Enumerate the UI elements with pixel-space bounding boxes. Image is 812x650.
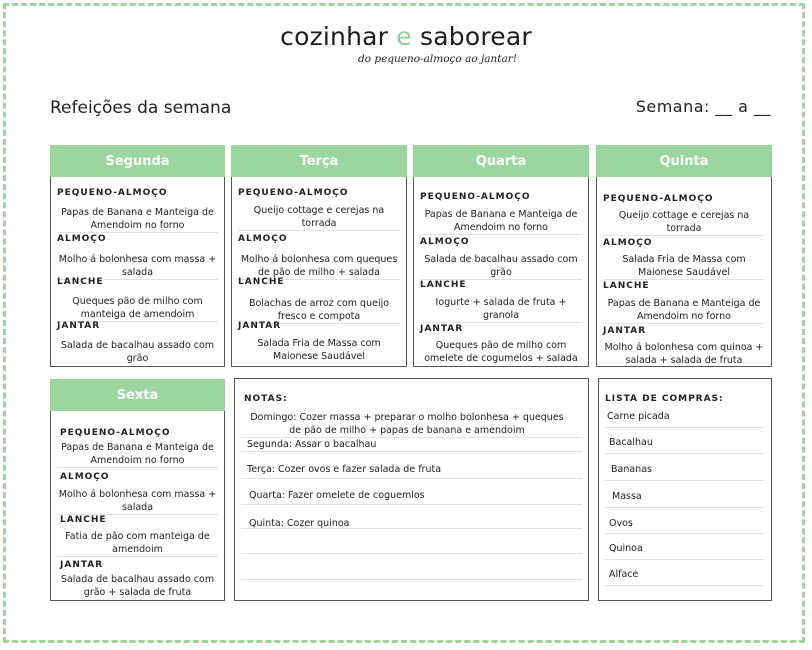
notes-title: NOTAS: [244,394,288,404]
meal-label: JANTAR [57,321,101,331]
divider [241,451,582,452]
meal-label: PEQUENO-ALMOÇO [238,188,349,198]
meal-label: LANCHE [60,515,107,525]
meal-dish: Salada de bacalhau assado com grão + salada de fruta [60,574,215,598]
meal-dish: Bolachas de arroz com queijo fresco e compota [248,298,390,322]
meal-label: PEQUENO-ALMOÇO [57,188,168,198]
divider [241,504,582,505]
notes-panel [234,378,589,601]
meal-label: JANTAR [603,326,647,336]
meal-dish: Salada de bacalhau assado com grão [424,254,578,278]
day-card-terca [231,145,407,367]
meal-dish: Molho á bolonhesa com queques de pão de milho + salada [240,254,398,278]
shopping-item: Ovos [609,518,633,529]
meal-label: PEQUENO-ALMOÇO [603,194,714,204]
meal-dish: Queques pão de milho com manteiga de amendoim [72,296,203,320]
brand-logo [0,22,812,51]
divider [605,533,765,534]
divider [241,528,582,529]
shopping-title: LISTA DE COMPRAS: [605,394,724,404]
meal-dish: Molho á bolonhesa com massa + salada [58,254,217,278]
brand-name-amp: e [396,22,412,51]
meal-dish: Iogurte + salada de fruta + granola [435,297,567,321]
divider [57,467,218,468]
note-item: Quinta: Cozer quinoa [249,518,350,529]
divider [605,453,765,454]
divider [420,234,582,235]
meal-label: ALMOÇO [57,234,107,244]
note-item: Terça: Cozer ovos e fazer salada de fruta [247,464,442,475]
meal-label: ALMOÇO [420,237,470,247]
divider [605,585,765,586]
meal-label: JANTAR [60,560,104,570]
page-title: Refeições da semana [50,98,232,118]
divider [605,507,765,508]
divider [241,553,582,554]
divider [603,235,765,236]
day-card-quinta [596,145,772,367]
shopping-item: Massa [612,491,642,502]
day-header: Terça [231,145,407,177]
meal-label: PEQUENO-ALMOÇO [60,428,171,438]
meal-label: JANTAR [238,321,282,331]
note-item: Segunda: Assar o bacalhau [247,439,377,450]
day-header: Quarta [413,145,589,177]
meal-dish: Salada Fria de Massa com Maionese Saudável [622,254,746,278]
divider [605,480,765,481]
meal-dish: Papas de Banana e Manteiga de Amendoim no forno [61,207,214,231]
meal-label: PEQUENO-ALMOÇO [420,192,531,202]
divider [420,322,582,323]
day-header: Quinta [596,145,772,177]
brand-tagline: do pequeno-almoço ao jantar! [358,53,517,65]
shopping-list-panel [598,378,772,601]
note-item: Domingo: Cozer massa + preparar o molho bolonhesa + queques de pão de milho + papas de banana e amendoim [250,412,564,436]
shopping-item: Alface [609,569,639,580]
brand-name-part2: saborear [420,22,532,51]
meal-dish: Queques pão de milho com omelete de cogumelos + salada [424,340,578,364]
day-header: Sexta [50,379,225,411]
shopping-item: Quinoa [609,543,643,554]
meal-dish: Molho á bolonhesa com quinoa + salada + salada de fruta [604,342,764,366]
shopping-item: Bananas [611,464,652,475]
meal-dish: Papas de Banana e Manteiga de Amendoim no forno [61,442,214,466]
meal-label: LANCHE [238,277,285,287]
divider [603,323,765,324]
day-header: Segunda [50,145,225,177]
meal-label: LANCHE [603,281,650,291]
note-item: Quarta: Fazer omelete de coguemlos [249,490,425,501]
meal-label: ALMOÇO [603,238,653,248]
divider [603,279,765,280]
meal-dish: Molho á bolonhesa com massa + salada [58,489,217,513]
day-card-quarta [413,145,589,367]
day-card-sexta [50,379,225,601]
shopping-item: Carne picada [607,411,670,422]
week-range: Semana: __ a __ [635,97,771,116]
meal-label: ALMOÇO [60,472,110,482]
meal-dish: Papas de Banana e Manteiga de Amendoim no forno [424,209,578,233]
divider [605,559,765,560]
brand-name-part1: cozinhar [280,22,389,51]
meal-dish: Salada Fria de Massa com Maionese Saudável [257,338,381,362]
divider [238,230,400,231]
meal-dish: Fatia de pão com manteiga de amendoim [65,531,210,555]
meal-dish: Salada de bacalhau assado com grão [60,340,215,364]
meal-label: JANTAR [420,324,464,334]
shopping-item: Bacalhau [609,437,653,448]
meal-label: ALMOÇO [238,234,288,244]
meal-label: LANCHE [57,277,104,287]
divider [241,579,582,580]
meal-dish: Queijo cottage e cerejas na torrada [253,205,385,229]
meal-dish: Papas de Banana e Manteiga de Amendoim no forno [607,298,761,322]
divider [241,478,582,479]
meal-dish: Queijo cottage e cerejas na torrada [618,210,750,234]
divider [57,232,218,233]
divider [57,556,218,557]
meal-label: LANCHE [420,280,467,290]
divider [605,427,765,428]
day-card-segunda [50,145,225,367]
